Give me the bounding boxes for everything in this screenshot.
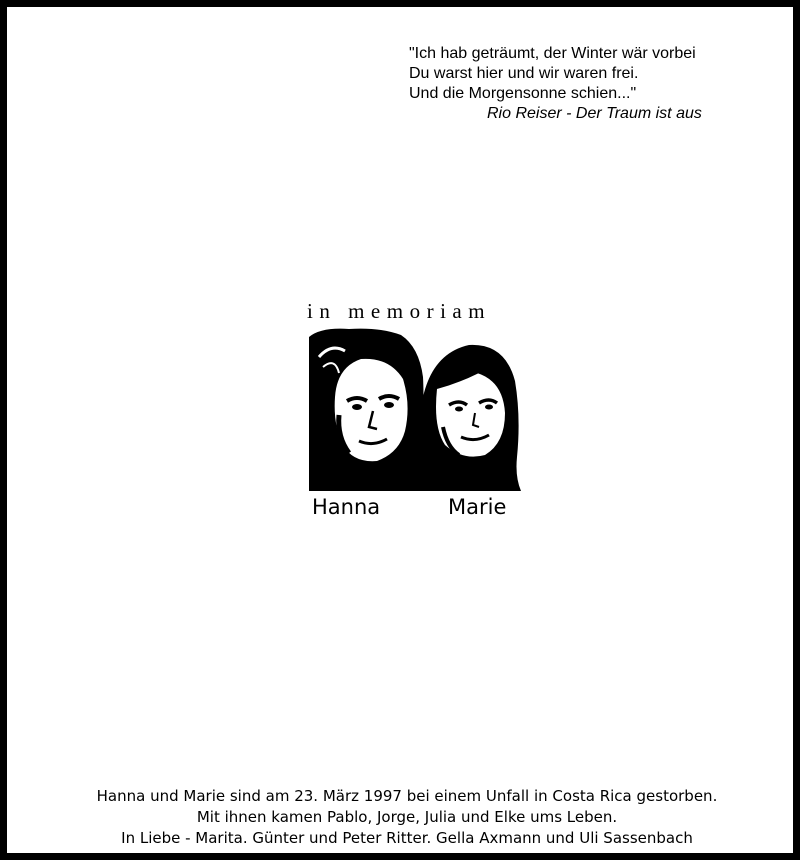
quote-line-1: "Ich hab geträumt, der Winter wär vorbei [409,45,696,62]
epigraph-quote [409,44,779,124]
quote-attribution: Rio Reiser - Der Traum ist aus [487,105,702,122]
memorial-text [7,786,800,849]
footer-line-2: Mit ihnen kamen Pablo, Jorge, Julia und Elke ums Leben. [196,808,618,826]
portrait-photo [309,327,521,491]
portrait-illustration [309,327,521,491]
name-marie: Marie [448,495,507,519]
in-memoriam-heading: in memoriam [307,299,492,323]
quote-line-3: Und die Morgensonne schien..." [409,85,637,102]
name-hanna: Hanna [312,495,381,519]
footer-line-3: In Liebe - Marita. Günter und Peter Ritter. Gella Axmann und Uli Sassenbach [121,829,693,847]
footer-line-1: Hanna und Marie sind am 23. März 1997 bei einem Unfall in Costa Rica gestorben. [96,787,718,805]
names-caption [312,495,532,523]
quote-line-2: Du warst hier und wir waren frei. [409,65,639,82]
